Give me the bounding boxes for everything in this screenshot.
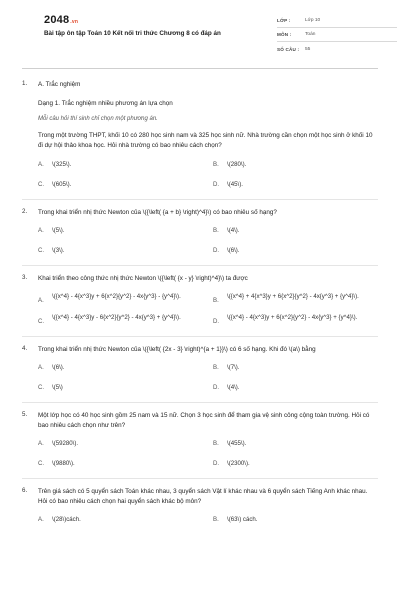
option-c[interactable] <box>38 246 203 255</box>
logo-text: 2048 <box>44 14 70 26</box>
meta-key: SỐ CÂU : <box>277 46 300 52</box>
question-6 <box>22 487 378 524</box>
option-a[interactable] <box>38 292 203 305</box>
question-5 <box>22 411 378 468</box>
option-letter: D. <box>213 247 220 254</box>
document-meta <box>277 14 397 56</box>
question-number: 5. <box>22 411 28 418</box>
document-header <box>22 0 378 62</box>
option-letter: A. <box>38 516 44 523</box>
question-1 <box>22 80 378 189</box>
question-divider <box>22 478 378 479</box>
options-grid <box>38 363 378 392</box>
question-text: Một lớp học có 40 học sinh gồm 25 nam và 15 nữ. Chọn 3 học sinh để tham gia vệ sinh công cộng toàn trường. Hỏi có bao nhiêu cách chọn như trên? <box>38 412 370 429</box>
option-text: \(5\). <box>52 227 65 234</box>
option-text: \(455\). <box>227 440 247 447</box>
option-letter: B. <box>213 297 219 304</box>
option-c[interactable] <box>38 313 203 326</box>
question-4 <box>22 345 378 392</box>
option-b[interactable] <box>213 515 378 524</box>
option-text: \(325\). <box>52 161 72 168</box>
option-d[interactable] <box>213 180 378 189</box>
options-grid <box>38 515 378 524</box>
option-text: \({x^4} - 4{x^3}y - 6{x^2}{y^2} - 4x{y^3} + {y^4}\). <box>52 314 181 321</box>
option-text: \(2300\). <box>227 460 250 467</box>
question-number: 4. <box>22 345 28 352</box>
question-text: Khai triển theo công thức nhị thức Newton \({\left( {x - y} \right)^4}\) ta được <box>38 275 248 282</box>
option-letter: D. <box>213 318 220 325</box>
section-subtitle: Dạng 1. Trắc nghiệm nhiều phương án lựa chọn <box>38 100 173 107</box>
option-text: \(7\). <box>227 364 240 371</box>
option-letter: D. <box>213 181 220 188</box>
option-letter: B. <box>213 516 219 523</box>
option-a[interactable] <box>38 226 203 235</box>
question-divider <box>22 402 378 403</box>
option-letter: C. <box>38 318 45 325</box>
question-number: 1. <box>22 80 28 87</box>
option-c[interactable] <box>38 383 203 392</box>
section-title: A. Trắc nghiệm <box>38 81 81 88</box>
header-divider <box>22 68 378 69</box>
section-instruction: Mỗi câu hỏi thí sinh chỉ chọn một phương án. <box>38 116 158 122</box>
option-text: \({x^4} - 4{x^3}y + 6{x^2}{y^2} - 4x{y^3} - {y^4}\). <box>52 293 181 300</box>
option-text: \(59280\). <box>52 440 79 447</box>
option-b[interactable] <box>213 160 378 169</box>
question-text: Trong khai triển nhị thức Newton của \({\left( {a + b} \right)^4}\) có bao nhiêu số hạng? <box>38 209 277 216</box>
meta-key: LỚP : <box>277 18 291 23</box>
question-text: Trên giá sách có 5 quyển sách Toán khác nhau, 3 quyển sách Vật lí khác nhau và 6 quyển sách Tiếng Anh khác nhau. Hỏi có bao nhiêu cách chọn hai quyển sách khác bộ môn? <box>38 488 368 505</box>
option-letter: A. <box>38 227 44 234</box>
option-text: \(3\). <box>52 247 65 254</box>
option-b[interactable] <box>213 439 378 448</box>
option-b[interactable] <box>213 226 378 235</box>
option-a[interactable] <box>38 515 203 524</box>
question-text: Trong khai triển nhị thức Newton của \({\left( {2x - 3} \right)^{a + 1}}\) có 6 số hạng. Khi đó \(a\) bằng <box>38 346 316 353</box>
option-letter: C. <box>38 181 45 188</box>
option-text: \(63\) cách. <box>227 516 258 523</box>
option-text: \(9880\). <box>52 460 75 467</box>
meta-row-class <box>277 14 397 28</box>
question-number: 2. <box>22 208 28 215</box>
options-grid <box>38 292 378 326</box>
meta-row-count <box>277 42 397 56</box>
option-text: \(28\)cách. <box>52 516 81 523</box>
option-text: \(605\). <box>52 181 72 188</box>
option-text: \(45\). <box>227 181 243 188</box>
options-grid <box>38 160 378 189</box>
question-text: Trong một trường THPT, khối 10 có 280 học sinh nam và 325 học sinh nữ. Nhà trường cần chọn một học sinh ở khối 10 đi dự hội thảo khoa học. Hỏi nhà trường có bao nhiêu cách chọn? <box>38 132 373 149</box>
meta-value: Lớp 10 <box>305 18 321 23</box>
option-text: \(6\). <box>227 247 240 254</box>
option-text: \({x^4} - 4{x^3}y + 6{x^2}{y^2} - 4x{y^3} + {y^4}\). <box>227 314 358 321</box>
option-d[interactable] <box>213 246 378 255</box>
option-letter: B. <box>213 227 219 234</box>
option-a[interactable] <box>38 439 203 448</box>
question-divider <box>22 336 378 337</box>
questions-list <box>22 80 378 524</box>
option-letter: A. <box>38 440 44 447</box>
option-text: \(5\) <box>52 384 63 391</box>
option-text: \(4\). <box>227 384 240 391</box>
option-d[interactable] <box>213 459 378 468</box>
option-b[interactable] <box>213 363 378 372</box>
option-a[interactable] <box>38 363 203 372</box>
option-letter: A. <box>38 364 44 371</box>
options-grid <box>38 226 378 255</box>
option-c[interactable] <box>38 180 203 189</box>
meta-key: MÔN : <box>277 32 292 37</box>
option-letter: A. <box>38 161 44 168</box>
option-letter: C. <box>38 460 45 467</box>
meta-value: 55 <box>305 46 311 52</box>
question-divider <box>22 199 378 200</box>
option-letter: D. <box>213 384 220 391</box>
question-number: 6. <box>22 487 28 494</box>
document-title: Bài tập ôn tập Toán 10 Kết nối tri thức Chương 8 có đáp án <box>44 30 221 37</box>
meta-value: Toán <box>305 32 316 37</box>
option-letter: D. <box>213 460 220 467</box>
option-d[interactable] <box>213 383 378 392</box>
option-letter: C. <box>38 384 45 391</box>
option-letter: B. <box>213 364 219 371</box>
option-letter: C. <box>38 247 45 254</box>
logo-tld: .vn <box>70 19 79 25</box>
option-letter: B. <box>213 161 219 168</box>
option-b[interactable] <box>213 292 378 305</box>
option-text: \(280\). <box>227 161 247 168</box>
question-3 <box>22 274 378 326</box>
option-text: \(4\). <box>227 227 240 234</box>
options-grid <box>38 439 378 468</box>
question-number: 3. <box>22 274 28 281</box>
option-letter: A. <box>38 297 44 304</box>
option-a[interactable] <box>38 160 203 169</box>
option-c[interactable] <box>38 459 203 468</box>
option-text: \({x^4} + 4{x^3}y + 6{x^2}{y^2} - 4x{y^3} + {y^4}\). <box>227 293 359 300</box>
site-logo[interactable] <box>44 14 78 26</box>
option-d[interactable] <box>213 313 378 326</box>
question-divider <box>22 265 378 266</box>
option-letter: B. <box>213 440 219 447</box>
option-text: \(6\). <box>52 364 65 371</box>
meta-row-subject <box>277 28 397 42</box>
question-2 <box>22 208 378 255</box>
